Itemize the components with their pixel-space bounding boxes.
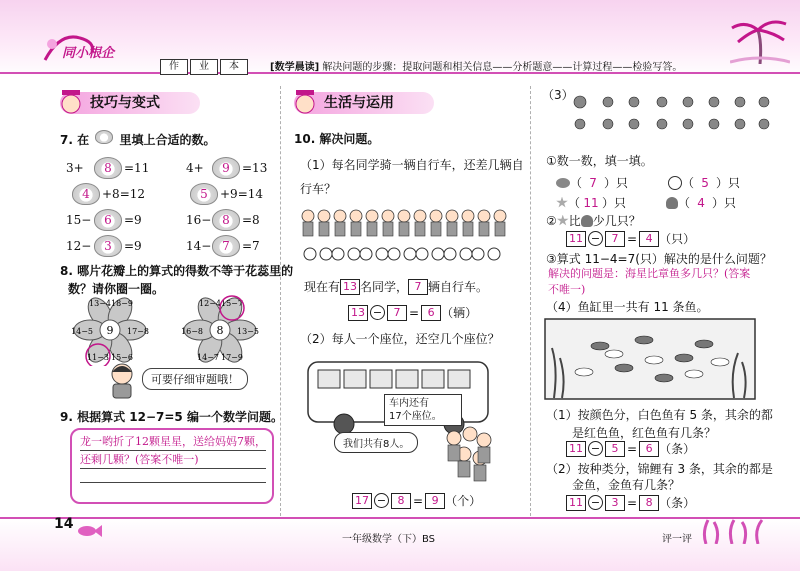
sea-creatures-illustration <box>568 92 780 140</box>
seaweed-icon <box>700 518 770 544</box>
flower-2-petal-5: 14−7 <box>197 353 219 362</box>
eq3-op[interactable]: − <box>588 231 603 246</box>
q7-r3-shell1[interactable]: 6 <box>94 209 122 231</box>
count-crab[interactable]: 7 <box>589 175 597 190</box>
speech-bubble-careful: 可要仔细审题哦！ <box>142 368 248 390</box>
bikes-count-box[interactable]: 7 <box>408 279 428 295</box>
footer-book-title: 一年级数学（下）BS <box>342 534 436 545</box>
q7-r1-d: =13 <box>242 161 268 175</box>
shell-icon <box>95 130 113 144</box>
q9-prompt: 9. 根据算式 12−7=5 编一个数学问题。 <box>60 410 283 424</box>
bus-speech-line1: 车内还有 <box>389 398 429 409</box>
q7-r1-shell1[interactable]: 8 <box>94 157 122 179</box>
eq1-unit: （辆） <box>441 306 478 320</box>
q7-r4-shell1[interactable]: 3 <box>94 235 122 257</box>
flower-2-center: 8 <box>216 324 224 337</box>
page-footer <box>0 519 800 571</box>
eq1: 13 − 7 = 6 （辆） <box>348 304 477 321</box>
flower-1-petal-1: 13−4 <box>89 299 111 308</box>
flower-1-petal-2: 18−9 <box>111 299 133 308</box>
q9-answer-box <box>70 428 274 504</box>
crab-icon <box>556 178 570 188</box>
q4-2-line2: 金鱼，金鱼有几条？ <box>572 478 681 492</box>
q3-answer-line2: 不唯一) <box>548 283 586 296</box>
eq2-unit: （个） <box>445 494 482 508</box>
cmp-mid: 比 <box>568 214 581 228</box>
graduate-icon <box>56 86 86 116</box>
eq4-b[interactable]: 5 <box>605 441 625 457</box>
octopus-icon <box>666 197 678 209</box>
q7-prompt <box>60 130 215 148</box>
starfish-icon-2 <box>557 215 569 227</box>
flower-1 <box>71 294 149 366</box>
q7-r4-shell2[interactable]: 7 <box>212 235 240 257</box>
eq3-unit: （只） <box>659 232 696 246</box>
eq2-b[interactable]: 8 <box>391 493 411 509</box>
q10-title: 10. 解决问题。 <box>294 132 380 146</box>
q10-p1-line2: 行车？ <box>300 182 337 196</box>
q4-2-line1: （2）按种类分，锦鲤有 3 条，其余的都是 <box>546 462 773 476</box>
now-pre: 现在有 <box>304 280 341 294</box>
kids-speech-bubble: 我们共有8人。 <box>334 432 418 453</box>
students-count-box[interactable]: 13 <box>340 279 360 295</box>
eq4-r[interactable]: 6 <box>639 441 659 457</box>
eq4-op[interactable]: − <box>588 441 603 456</box>
palm-tree-icon <box>730 18 790 64</box>
q8-line1: 8. 哪片花瓣上的算式的得数不等于花蕊里的 <box>60 264 294 278</box>
eq3-a[interactable]: 11 <box>566 231 586 247</box>
now-post: 辆自行车。 <box>428 280 489 294</box>
section-title-skills <box>60 92 200 114</box>
eq5-b[interactable]: 3 <box>605 495 625 511</box>
q7-r2-shell1[interactable]: 4 <box>72 183 100 205</box>
flower-1-petal-6: 14−5 <box>71 327 93 336</box>
eq2-r[interactable]: 9 <box>425 493 445 509</box>
q10-now-line <box>304 278 488 295</box>
banner-label: [数学晨读] <box>270 62 320 73</box>
now-mid: 名同学， <box>360 280 409 294</box>
cmp-post: 少几只？ <box>592 214 641 228</box>
fish-icon <box>76 524 102 538</box>
rate-label: 评一评 <box>662 534 692 545</box>
q7-r3-b: =9 <box>124 213 142 227</box>
eq1-op[interactable]: − <box>370 305 385 320</box>
q3-text: ③算式 11−4=7(只）解决的是什么问题？ <box>546 252 772 266</box>
tag-ye: 业 <box>190 59 218 75</box>
count-row-1: （ 7 ）只 （ 5 ）只 <box>556 174 740 191</box>
q9-blank-line <box>80 482 266 483</box>
q10-p2: （2）每人一个座位，还空几个座位？ <box>300 332 500 346</box>
q4-1-line2: 是红色鱼，红色鱼有几条？ <box>572 426 717 440</box>
eq1-r[interactable]: 6 <box>421 305 441 321</box>
compare-question <box>546 212 641 229</box>
flower-1-petal-3: 17−8 <box>127 327 149 336</box>
section-title-life <box>294 92 434 114</box>
q7-row-2 <box>66 181 267 207</box>
logo-text: 同小根企 <box>62 46 115 61</box>
octopus-icon-2 <box>581 215 593 227</box>
q7-r1-c: 4+ <box>186 161 204 175</box>
eq4-unit: （条） <box>659 442 696 456</box>
eq1-b[interactable]: 7 <box>387 305 407 321</box>
q7-r4-b: =9 <box>124 239 142 253</box>
q7-row-4 <box>66 233 267 259</box>
bus-speech-line2: 17个座位。 <box>389 411 442 422</box>
q7-prompt-b: 里填上合适的数。 <box>115 133 216 147</box>
q7-r3-d: =8 <box>242 213 260 227</box>
count-starfish[interactable]: 11 <box>583 195 599 210</box>
count-shrimp-unit: ）只 <box>716 176 741 190</box>
q10-p3: （3） <box>542 88 574 102</box>
eq2-a[interactable]: 17 <box>352 493 372 509</box>
eq3-b[interactable]: 7 <box>605 231 625 247</box>
q7-r4-c: 14− <box>186 239 212 253</box>
column-divider-1 <box>280 86 281 516</box>
eq5: 11 − 3 = 8 （条） <box>566 494 695 511</box>
eq3: 11 − 7 = 4 （只） <box>566 230 695 247</box>
page-number: 14 <box>54 516 74 532</box>
q7-r1-b: =11 <box>124 161 150 175</box>
aquarium-illustration <box>544 318 756 400</box>
count-crab-unit: ）只 <box>604 176 629 190</box>
boy-icon <box>104 362 140 400</box>
flower-2-petal-4: 17−9 <box>221 353 243 362</box>
flower-1-petal-5: 11−3 <box>87 353 109 362</box>
q7-r3-c: 16− <box>186 213 212 227</box>
count-octopus-unit: ）只 <box>712 196 737 210</box>
eq2: 17 − 8 = 9 （个） <box>352 492 481 509</box>
eq4-a[interactable]: 11 <box>566 441 586 457</box>
q7-r4-d: =7 <box>242 239 260 253</box>
q10-p1-line1: （1）每名同学骑一辆自行车，还差几辆自 <box>300 158 524 172</box>
flower-2-petal-1: 12−4 <box>199 299 221 308</box>
eq5-unit: （条） <box>659 496 696 510</box>
eq2-op[interactable]: − <box>374 493 389 508</box>
count-label: ①数一数，填一填。 <box>546 154 653 168</box>
eq4: 11 − 5 = 6 （条） <box>566 440 695 457</box>
count-octopus[interactable]: 4 <box>697 195 705 210</box>
q7-r2-d: +9=14 <box>220 187 264 201</box>
q7-prompt-a: 7. 在 <box>60 133 94 147</box>
section-title-skills-text: 技巧与变式 <box>90 95 160 111</box>
q7-r2-b: +8=12 <box>102 187 146 201</box>
eq5-r[interactable]: 8 <box>639 495 659 511</box>
tag-zuo: 作 <box>160 59 188 75</box>
flower-2-petal-6: 16−8 <box>181 327 203 336</box>
q9-answer-line2: 还剩几颗？(答案不唯一) <box>80 452 266 469</box>
q4-1-line1: （1）按颜色分，白色鱼有 5 条，其余的都 <box>546 408 773 422</box>
flower-2-petal-3: 13−5 <box>237 327 259 336</box>
q7-r3-a: 15− <box>66 213 92 227</box>
eq1-a[interactable]: 13 <box>348 305 368 321</box>
eq5-a[interactable]: 11 <box>566 495 586 511</box>
q7-row-1 <box>66 155 267 181</box>
flower-1-center: 9 <box>106 324 114 337</box>
q7-r1-a: 3+ <box>66 161 84 175</box>
flower-2 <box>181 294 259 366</box>
banner-text: 解决问题的步骤：提取问题和相关信息——分析题意——计算过程——检验写答。 <box>322 62 683 73</box>
eq5-op[interactable]: − <box>588 495 603 510</box>
flower-2-petal-2: 15−7 <box>221 299 243 308</box>
count-starfish-unit: ）只 <box>602 196 627 210</box>
q3-answer-line1: 解决的问题是：海星比章鱼多几只？(答案 <box>548 267 751 280</box>
starfish-icon <box>556 197 568 209</box>
bus-speech-bubble <box>384 394 462 426</box>
column-divider-2 <box>530 86 531 516</box>
flower-1-petal-4: 15−6 <box>111 353 133 362</box>
q7-r1-shell2[interactable]: 9 <box>212 157 240 179</box>
flowers <box>62 294 272 366</box>
tag-ben: 本 <box>220 59 248 75</box>
q8-line2: 数？请你圈一圈。 <box>68 282 165 296</box>
graduate-icon-2 <box>290 86 320 116</box>
students-and-bikes-illustration <box>298 206 510 264</box>
shrimp-icon <box>668 176 682 190</box>
q7-r2-shell2[interactable]: 5 <box>190 183 218 205</box>
eq3-r[interactable]: 4 <box>639 231 659 247</box>
q7-r4-a: 12− <box>66 239 92 253</box>
cmp-label: ② <box>546 213 557 228</box>
section-title-life-text: 生活与运用 <box>324 95 394 111</box>
q7-r3-shell2[interactable]: 8 <box>212 209 240 231</box>
count-row-2: （ 11 ）只 （ 4 ）只 <box>556 194 736 211</box>
q7-row-3 <box>66 207 267 233</box>
q9-answer-line1: 龙一哟折了12颗星星，送给妈妈7颗， <box>80 434 266 451</box>
banner <box>270 58 682 73</box>
q7-rows <box>66 155 267 259</box>
q10-p4: （4）鱼缸里一共有 11 条鱼。 <box>546 300 709 314</box>
count-shrimp[interactable]: 5 <box>701 175 709 190</box>
